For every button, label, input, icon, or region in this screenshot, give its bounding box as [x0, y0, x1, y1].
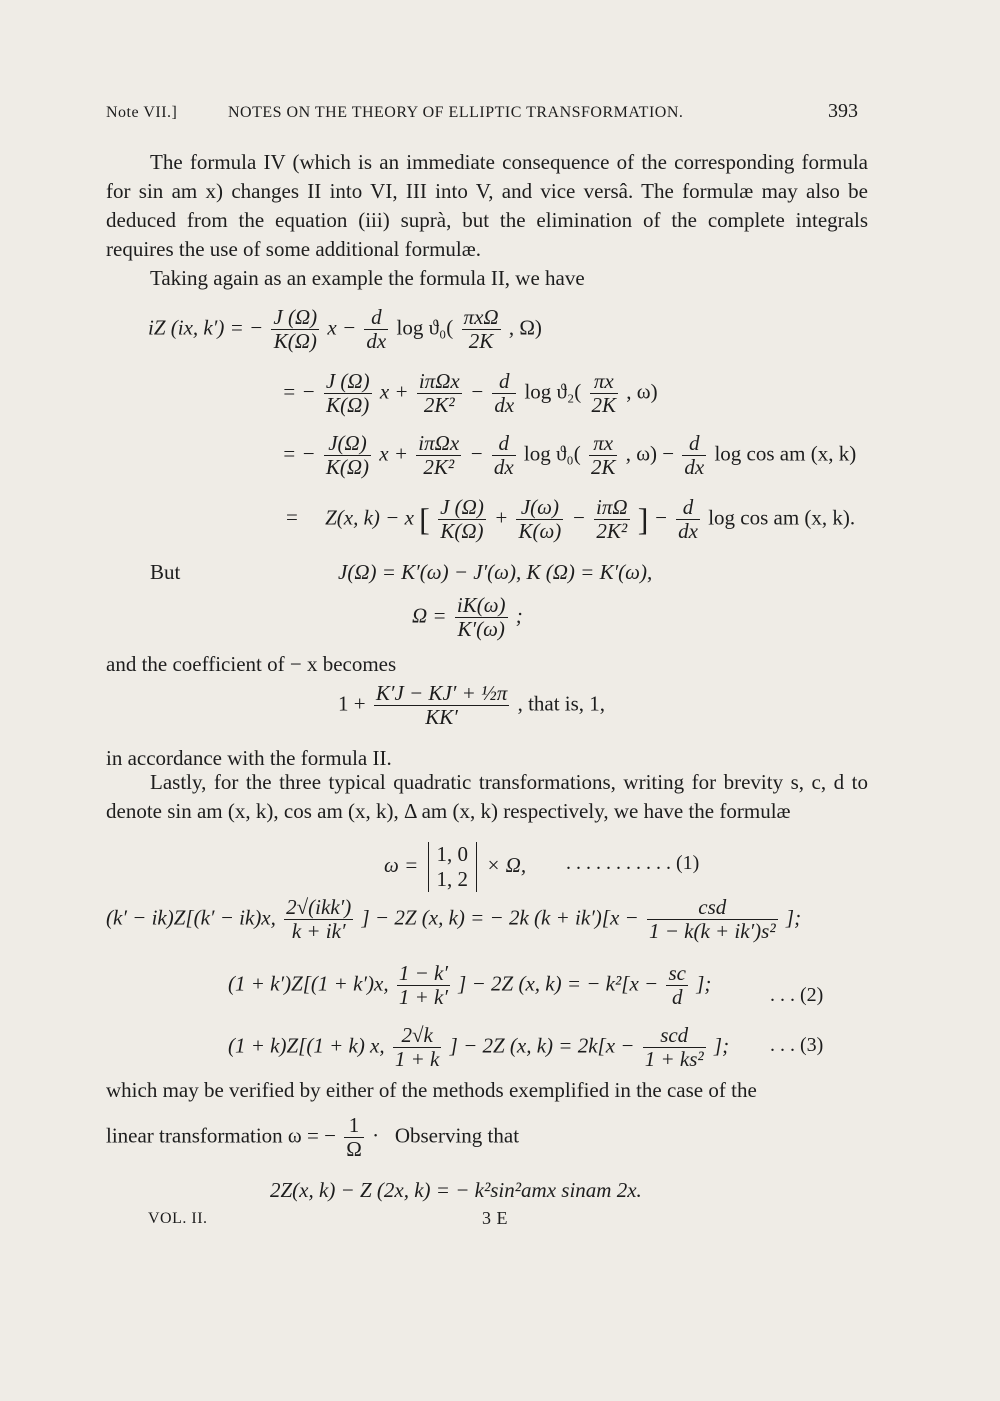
- determinant-equation: ω = 1, 0 1, 2 × Ω,: [384, 842, 527, 891]
- coefficient-equation: 1 + $\frac{\text{K′J − KJ′ + ½π}}{KK'}$ , that is, 1,: [338, 681, 606, 729]
- paragraph-7: linear transformation ω = − $\frac{1}{\Omega}$ · Observing that: [106, 1113, 520, 1161]
- paragraph-6: which may be verified by either of the methods exemplified in the case of the: [106, 1078, 757, 1102]
- equation-number-1: . . . . . . . . . . . (1): [566, 852, 700, 874]
- final-equation: 2Z(x, k) − Z (2x, k) = − k²sin²amx sinam 2x.: [270, 1178, 642, 1202]
- signature-mark: 3 E: [482, 1208, 508, 1228]
- equation-line-3: = − $\frac{J(\Omega)}{K(\Omega)}$ x + $\frac{\text{iπΩx}}{\text{2K²}}$ − $\frac{d}{dx}$ log ϑ₀( $\frac{\pi x}{2K}$ , ω) − $\frac{d}{dx}$ log cos am (x, k): [282, 431, 857, 479]
- equation-line-4: = Z(x, k) − x [ $\frac{J (\Omega)}{K(\Omega)}$ + $\frac{J(\omega)}{K(\omega)}$ − $\frac{\text{iπΩ}}{\text{2K²}}$ ] − $\frac{d}{dx}$ log cos am (x, k).: [286, 495, 856, 543]
- page-number: 393: [828, 100, 858, 122]
- paragraph-5: Lastly, for the three typical quadratic transformations, writing for brevity s, c, d to denote sin am (x, k), cos am (x, k), Δ am (x, k) respectively, we have the formulæ: [106, 770, 868, 823]
- but-label: But: [150, 560, 181, 584]
- equation-number-3: . . . (3): [770, 1034, 824, 1056]
- equation-line-2: = − $\frac{J (\Omega)}{K(\Omega)}$ x + $\frac{\text{iπΩx}}{\text{2K²}}$ − $\frac{d}{dx}$ log ϑ₂( $\frac{\pi x}{2K}$ , ω): [282, 369, 658, 417]
- note-label: Note VII.]: [106, 104, 178, 121]
- volume-label: VOL. II.: [148, 1210, 208, 1227]
- equation-number-2: . . . (2): [770, 984, 824, 1006]
- quadratic-equation-1: (k′ − ik)Z[(k′ − ik)x, $\frac{\text{2√(ikk′)}}{k + ik'}$ ] − 2Z (x, k) = − 2k (k + ik′)[x − $\frac{\text{csd}}{\text{1 − k(k + ik′)s²}}$ ];: [106, 895, 802, 943]
- quadratic-equation-2: (1 + k′)Z[(1 + k′)x, $\frac{1 - k'}{1 + k'}$ ] − 2Z (x, k) = − k²[x − $\frac{sc}{d}$ ];: [228, 961, 712, 1009]
- paragraph-1: The formula IV (which is an immediate consequence of the corresponding formula for sin am x) changes II into VI, III into V, and vice versâ. The formulæ may also be deduced from the equation (iii) suprà, but the elimination of the complete integrals requires the use of some additional formulæ.: [106, 150, 868, 261]
- paragraph-4: in accordance with the formula II.: [106, 746, 392, 770]
- omega-equation: Ω = $\frac{iK(\omega)}{K'(\omega)}$ ;: [412, 593, 523, 641]
- but-equation: J(Ω) = K′(ω) − J′(ω), K (Ω) = K′(ω),: [338, 560, 653, 584]
- paragraph-3: and the coefficient of − x becomes: [106, 652, 397, 676]
- equation-line-1: iZ (ix, k′) = − $\frac{J (\Omega)}{K(\Omega)}$ x − $\frac{d}{dx}$ log ϑ₀( $\frac{\text{πxΩ}}{2K}$ , Ω): [148, 305, 542, 353]
- running-title: NOTES ON THE THEORY OF ELLIPTIC TRANSFORMATION.: [228, 104, 684, 121]
- paragraph-2: Taking again as an example the formula II, we have: [150, 266, 585, 290]
- quadratic-equation-3: (1 + k)Z[(1 + k) x, $\frac{2√k}{1 + k}$ ] − 2Z (x, k) = 2k[x − $\frac{\text{scd}}{\text{1 + ks²}}$ ];: [228, 1023, 730, 1071]
